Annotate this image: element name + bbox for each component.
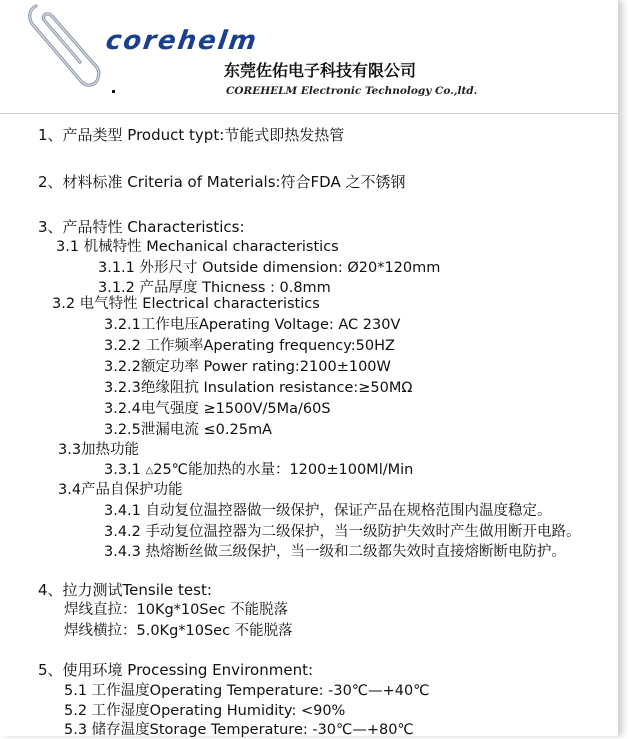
paperclip-icon <box>22 0 102 90</box>
company-name-cn: 东莞佐佑电子科技有限公司 <box>224 61 417 80</box>
subsection-mechanical: 3.1 机械特性 Mechanical characteristics <box>56 239 339 255</box>
company-name-en: COREHELM Electronic Technology Co.,ltd. <box>226 85 478 97</box>
spec-electric-strength: 3.2.4电气强度 ≥1500V/5Ma/60S <box>104 401 331 417</box>
spec-insulation: 3.2.3绝缘阻抗 Insulation resistance:≥50MΩ <box>104 380 413 396</box>
spec-thickness: 3.1.2 产品厚度 Thicness : 0.8mm <box>98 280 331 296</box>
spec-voltage: 3.2.1工作电压Aperating Voltage: AC 230V <box>104 317 401 333</box>
header-bullet <box>112 90 115 93</box>
spec-power-rating: 3.2.2额定功率 Power rating:2100±100W <box>104 359 391 375</box>
spec-operating-humidity: 5.2 工作湿度Operating Humidity: <90% <box>64 703 346 719</box>
subsection-heating: 3.3加热功能 <box>58 442 140 458</box>
spec-operating-temperature: 5.1 工作温度Operating Temperature: -30℃—+40℃ <box>64 683 430 699</box>
subsection-self-protection: 3.4产品自保护功能 <box>58 482 183 498</box>
spec-heating-water <box>104 461 413 480</box>
spec-weld-lateral-pull: 焊线横拉：5.0Kg*10Sec 不能脱落 <box>64 623 293 639</box>
section-characteristics: 3、产品特性 Characteristics: <box>38 218 245 236</box>
section-product-type: 1、产品类型 Product typt:节能式即热发热管 <box>38 126 345 144</box>
spec-outside-dimension: 3.1.1 外形尺寸 Outside dimension: Ø20*120mm <box>98 260 441 276</box>
delta-symbol: △ <box>145 465 154 476</box>
spec-weld-straight-pull: 焊线直拉：10Kg*10Sec 不能脱落 <box>64 602 289 618</box>
section-materials: 2、材料标准 Criteria of Materials:符合FDA 之不锈钢 <box>38 173 406 191</box>
spec-storage-temperature: 5.3 储存温度Storage Temperature: -30℃—+80℃ <box>64 722 414 738</box>
section-environment: 5、使用环境 Processing Environment: <box>38 661 314 679</box>
spec-heating-text: 25℃能加热的水量：1200±100Ml/Min <box>153 462 414 478</box>
subsection-electrical: 3.2 电气特性 Electrical characteristics <box>52 296 320 312</box>
company-logo: corehelm <box>103 26 260 56</box>
spec-heating-prefix: 3.3.1 <box>104 462 146 478</box>
spec-protection-level-1: 3.4.1 自动复位温控器做一级保护，保证产品在规格范围内温度稳定。 <box>104 503 552 519</box>
spec-leakage-current: 3.2.5泄漏电流 ≤0.25mA <box>104 422 272 438</box>
spec-protection-level-3: 3.4.3 热熔断丝做三级保护，当一级和二级都失效时直接熔断断电防护。 <box>104 544 567 560</box>
spec-protection-level-2: 3.4.2 手动复位温控器为二级保护，当一级防护失效时产生做用断开电路。 <box>104 524 581 540</box>
section-tensile-test: 4、拉力测试Tensile test: <box>38 581 212 599</box>
spec-frequency: 3.2.2 工作频率Aperating frequency:50HZ <box>104 338 395 354</box>
header-divider <box>0 113 618 114</box>
